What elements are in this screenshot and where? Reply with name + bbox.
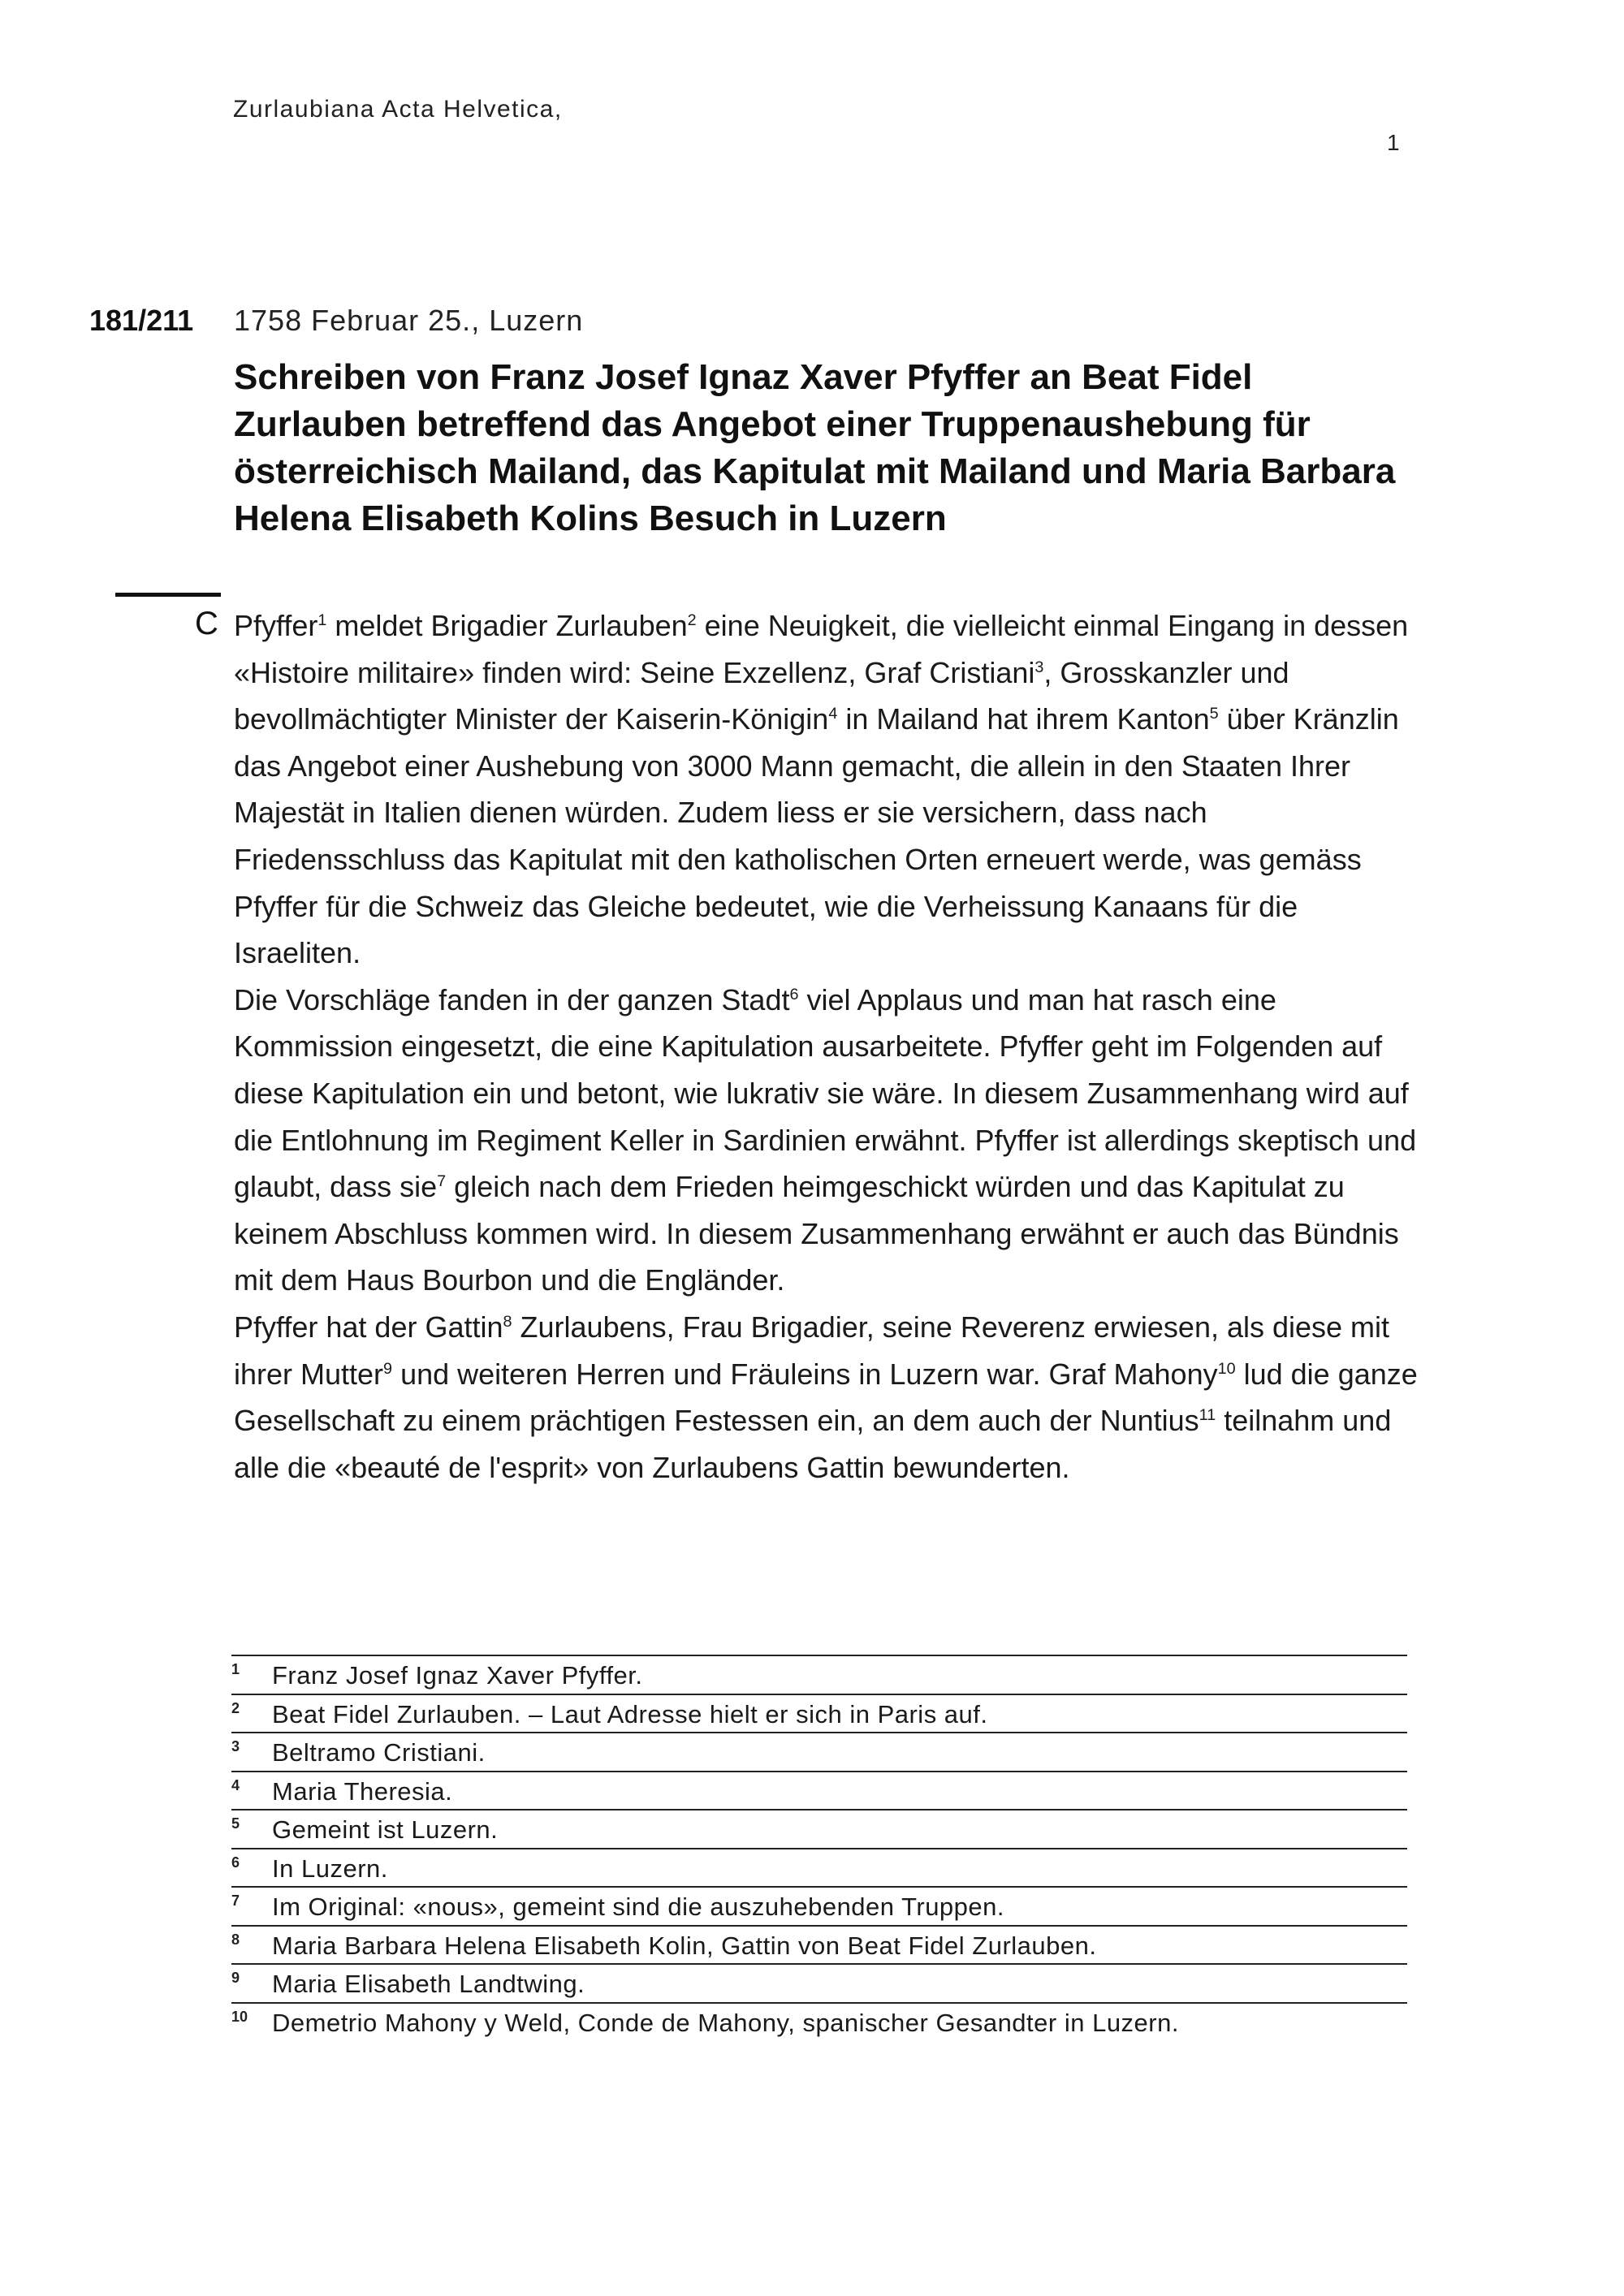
footnote-ref[interactable]: 5 [1209, 705, 1219, 723]
text-run: in Mailand hat ihrem Kanton [837, 702, 1210, 736]
footnote-ref[interactable]: 2 [687, 611, 697, 629]
text-run: Pfyffer [234, 609, 318, 642]
text-run: meldet Brigadier Zurlauben [326, 609, 688, 642]
footnote-list [231, 1655, 1407, 2042]
footnote-text: Maria Theresia. [272, 1776, 453, 1806]
text-run: lud die ganze Gesellschaft zu einem prächtigen Festessen ein, an dem auch der Nuntius [234, 1357, 1418, 1438]
document-title: Schreiben von Franz Josef Ignaz Xaver Pfyffer an Beat Fidel Zurlauben betreffend das Angebot einer Truppenaushebung für österreichisch Mailand, das Kapitulat mit Mailand und Maria Barbara Helena Elisabeth Kolins Besuch in Luzern [234, 357, 1396, 538]
text-run: gleich nach dem Frieden heimgeschickt würden und das Kapitulat zu keinem Abschluss kommen wird. In diesem Zusammenhang erwähnt er auch das Bündnis mit dem Haus Bourbon und die Engländer. [234, 1170, 1399, 1297]
footnote [231, 1733, 1407, 1772]
text-run: teilnahm und alle die «beauté de l'esprit» von Zurlaubens Gattin bewunderten. [234, 1404, 1392, 1484]
footnote-text: Maria Elisabeth Landtwing. [272, 1970, 585, 1998]
page-number: 1 [1387, 130, 1400, 155]
footnote-ref[interactable]: 8 [503, 1312, 512, 1331]
footnote [231, 1772, 1407, 1811]
regest-body [234, 602, 1419, 1491]
footnote [231, 1888, 1407, 1927]
text-run: viel Applaus und man hat rasch eine Kommission eingesetzt, die eine Kapitulation ausarbeitete. Pfyffer geht im Folgenden auf diese Kapitulation ein und betont, wie lukrativ sie wäre. In diesem Zusammenhang wird auf die Entlohnung im Regiment Keller in Sardinien erwähnt. Pfyffer ist allerdings skeptisch und glaubt, dass sie [234, 982, 1417, 1204]
footnote-text: Franz Josef Ignaz Xaver Pfyffer. [272, 1661, 643, 1690]
footnote [231, 1927, 1407, 1966]
footnote-mark: 4 [231, 1776, 240, 1793]
text-run: Die Vorschläge fanden in der ganzen Stadt [234, 982, 790, 1016]
text-run: und weiteren Herren und Fräuleins in Luzern war. Graf Mahony [392, 1357, 1218, 1391]
footnote-ref[interactable]: 11 [1199, 1406, 1216, 1425]
footnote-ref[interactable]: 10 [1217, 1359, 1236, 1378]
footnote-mark: 2 [231, 1699, 240, 1716]
footnote-text: Im Original: «nous», gemeint sind die auszuhebenden Truppen. [272, 1892, 1005, 1921]
title-rule [115, 593, 221, 597]
text-run: eine Neuigkeit, die vielleicht einmal Eingang in dessen «Histoire militaire» finden wird: Seine Exzellenz, Graf Cristiani [234, 609, 1409, 689]
footnote-mark: 6 [231, 1854, 240, 1871]
paragraph [234, 977, 1419, 1304]
footnote-mark: 10 [231, 2008, 248, 2025]
footnote-text: In Luzern. [272, 1854, 388, 1883]
footnote-text: Beltramo Cristiani. [272, 1738, 486, 1767]
footnote-ref[interactable]: 4 [828, 705, 838, 723]
footnote [231, 1849, 1407, 1888]
paragraph [234, 1304, 1419, 1491]
footnote-mark: 7 [231, 1892, 240, 1909]
footnote-ref[interactable]: 3 [1034, 658, 1044, 676]
footnote-ref[interactable]: 9 [383, 1359, 393, 1378]
footnote-ref[interactable]: 6 [789, 985, 799, 1003]
footnote-ref[interactable]: 7 [437, 1172, 447, 1191]
footnote-text: Gemeint ist Luzern. [272, 1815, 499, 1844]
footnote [231, 2004, 1407, 2043]
document-number: 181/211 [89, 304, 194, 337]
section-marker: C [195, 606, 218, 641]
document-date: 1758 Februar 25., Luzern [234, 304, 584, 337]
footnote [231, 1656, 1407, 1695]
footnote-text: Demetrio Mahony y Weld, Conde de Mahony, spanischer Gesandter in Luzern. [272, 2008, 1179, 2037]
footnote-mark: 1 [231, 1661, 240, 1677]
footnote-mark: 9 [231, 1970, 240, 1986]
footnote [231, 1965, 1407, 2004]
text-run: , Grosskanzler und bevollmächtigter Minister der Kaiserin-Königin [234, 655, 1289, 736]
footnote-text: Maria Barbara Helena Elisabeth Kolin, Gattin von Beat Fidel Zurlauben. [272, 1931, 1097, 1960]
paragraph [234, 602, 1419, 977]
running-head: Zurlaubiana Acta Helvetica, [233, 96, 563, 123]
footnote-mark: 3 [231, 1738, 240, 1754]
footnote-ref[interactable]: 1 [317, 611, 327, 629]
footnote [231, 1810, 1407, 1849]
text-run: Pfyffer hat der Gattin [234, 1310, 503, 1344]
text-run: Zurlaubens, Frau Brigadier, seine Reverenz erwiesen, als diese mit ihrer Mutter [234, 1310, 1390, 1391]
text-run: über Kränzlin das Angebot einer Aushebung von 3000 Mann gemacht, die allein in den Staaten Ihrer Majestät in Italien dienen würden. Zudem liess er sie versichern, dass nach Friedensschluss das Kapitulat mit den katholischen Orten erneuert werde, was gemäss Pfyffer für die Schweiz das Gleiche bedeutet, wie die Verheissung Kanaans für die Israeliten. [234, 702, 1399, 970]
footnote-text: Beat Fidel Zurlauben. – Laut Adresse hielt er sich in Paris auf. [272, 1699, 988, 1728]
footnote-mark: 8 [231, 1931, 240, 1948]
footnote-mark: 5 [231, 1815, 240, 1832]
footnote [231, 1695, 1407, 1734]
